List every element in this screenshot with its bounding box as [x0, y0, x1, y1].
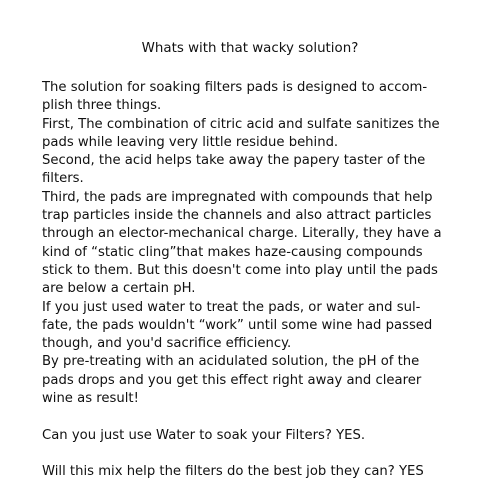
body-line: though, and you'd sacrifice efficiency.	[42, 336, 292, 352]
body-line: wine as result!	[42, 391, 139, 407]
question-water: Can you just use Water to soak your Filters? YES.	[42, 427, 366, 443]
body-line: Second, the acid helps take away the papery taster of the	[42, 153, 426, 169]
paragraph-gap	[42, 408, 467, 426]
body-line: By pre-treating with an acidulated solution, the pH of the	[42, 354, 420, 370]
body-line: pads drops and you get this effect right away and clearer	[42, 372, 422, 388]
body-line: pads while leaving very little residue behind.	[42, 134, 339, 150]
body-line: trap particles inside the channels and also attract particles	[42, 208, 432, 224]
body-line: fate, the pads wouldn't “work” until some wine had passed	[42, 317, 433, 333]
body-line: are below a certain pH.	[42, 281, 196, 297]
body-line: plish three things.	[42, 98, 162, 114]
body-line: If you just used water to treat the pads, or water and sul-	[42, 299, 421, 315]
body-line: filters.	[42, 171, 84, 187]
question-mix: Will this mix help the filters do the best job they can? YES	[42, 464, 424, 480]
document-title: Whats with that wacky solution?	[141, 41, 359, 56]
body-line: First, The combination of citric acid and sulfate sanitizes the	[42, 116, 440, 132]
body-line: Third, the pads are impregnated with compounds that help	[42, 189, 433, 205]
document-body	[42, 79, 467, 482]
body-line: The solution for soaking filters pads is designed to accom-	[42, 80, 428, 95]
body-line: kind of “static cling”that makes haze-causing compounds	[42, 244, 423, 260]
paragraph-gap	[42, 445, 467, 463]
body-line: stick to them. But this doesn't come into play until the pads	[42, 262, 438, 278]
body-line: through an elector-mechanical charge. Literally, they have a	[42, 226, 442, 242]
